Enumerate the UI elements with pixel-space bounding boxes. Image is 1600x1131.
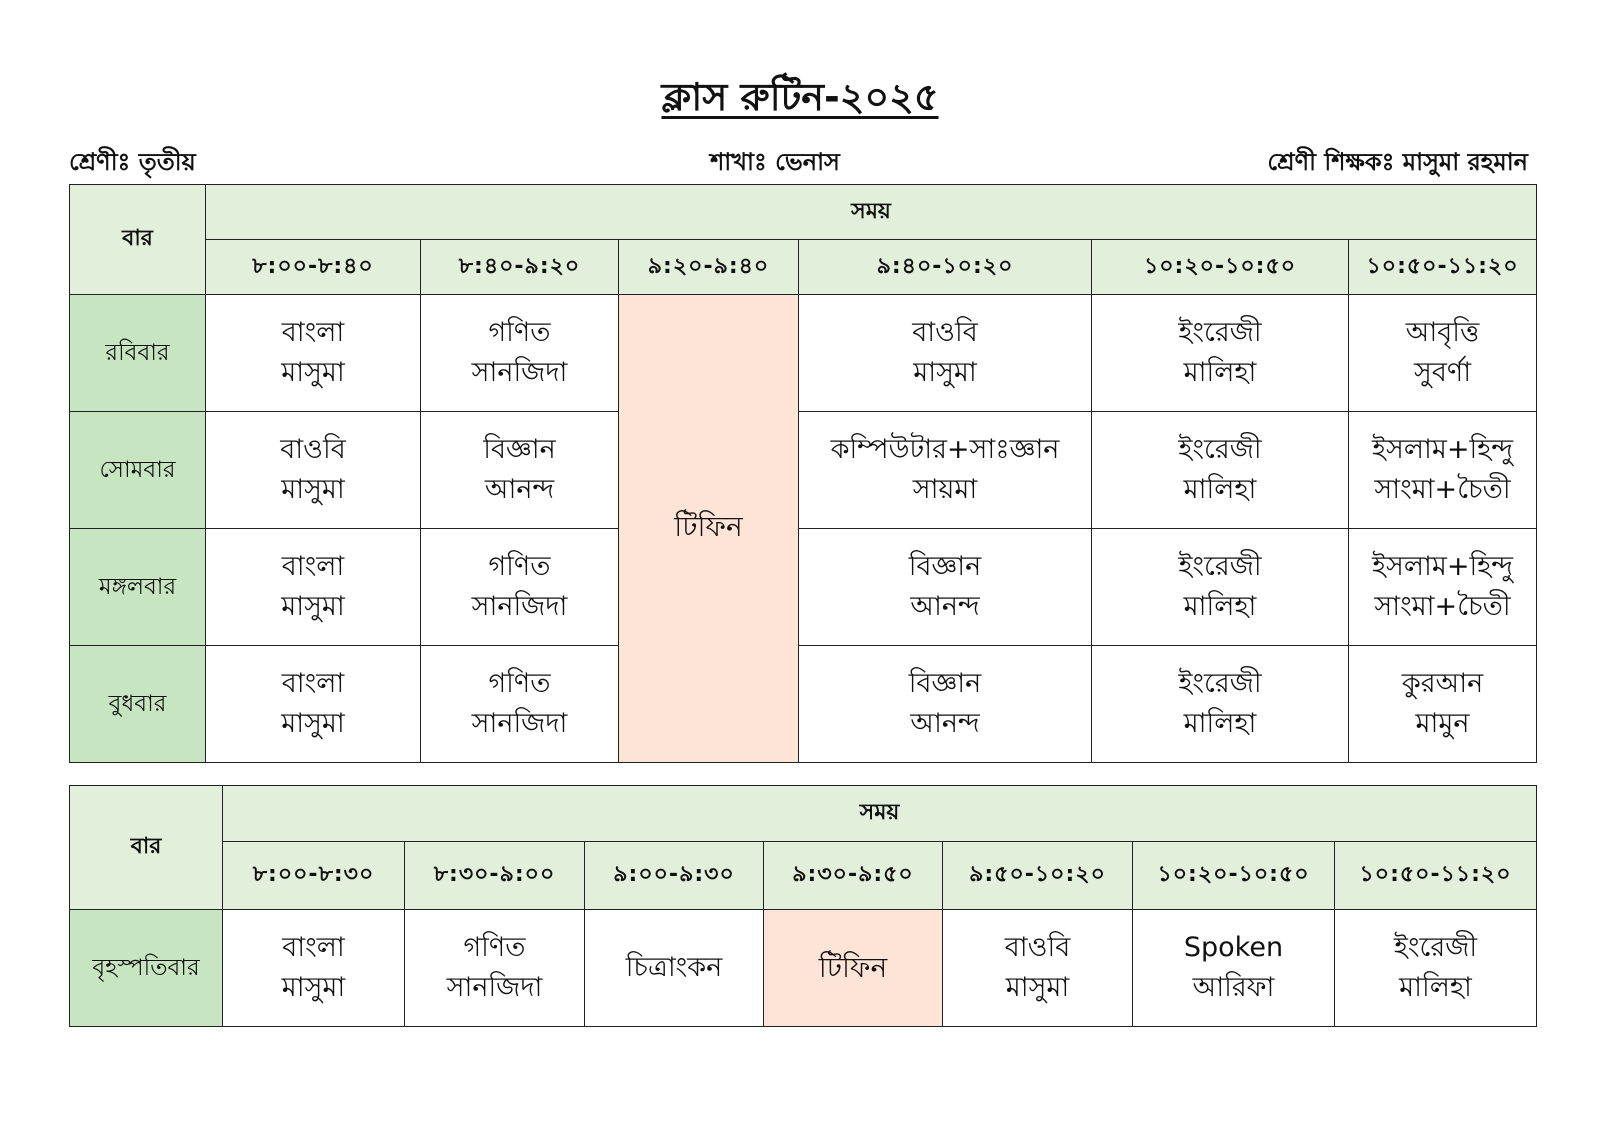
teacher: মাসুমা <box>913 357 977 388</box>
teacher: আনন্দ <box>910 591 980 622</box>
time-slot: ১০:২০-১০:৫০ <box>1133 842 1335 910</box>
teacher: সানজিদা <box>471 357 568 388</box>
teacher: মালিহা <box>1183 357 1257 388</box>
teacher: মালিহা <box>1399 972 1472 1003</box>
class-cell <box>1092 529 1349 646</box>
subject: গণিত <box>488 551 551 582</box>
time-slot: ৮:০০-৮:৪০ <box>206 240 421 295</box>
subject: বাংলা <box>281 668 345 699</box>
subject: গণিত <box>488 317 551 348</box>
time-slot: ৯:৫০-১০:২০ <box>943 842 1133 910</box>
class-cell <box>421 412 619 529</box>
subject: ইংরেজী <box>1178 551 1262 582</box>
time-slot: ৮:৩০-৯:০০ <box>405 842 585 910</box>
class-cell <box>1092 295 1349 412</box>
subject: গণিত <box>463 932 526 963</box>
day-cell: রবিবার <box>70 295 206 412</box>
teacher: মাসুমা <box>281 591 345 622</box>
subject: বাওবি <box>1004 932 1071 963</box>
teacher: সাংমা+চৈতী <box>1374 474 1511 505</box>
teacher: আনন্দ <box>484 474 555 505</box>
routine-table-weekdays <box>69 184 1537 763</box>
class-cell <box>1349 529 1537 646</box>
time-slot: ৯:২০-৯:৪০ <box>619 240 799 295</box>
class-cell <box>421 529 619 646</box>
class-cell <box>799 646 1092 763</box>
teacher: সানজিদা <box>471 708 568 739</box>
class-cell <box>206 529 421 646</box>
day-cell: মঙ্গলবার <box>70 529 206 646</box>
teacher: মাসুমা <box>281 474 345 505</box>
teacher: আনন্দ <box>910 708 980 739</box>
time-slot: ৯:৪০-১০:২০ <box>799 240 1092 295</box>
class-cell <box>1133 910 1335 1027</box>
class-teacher-label: শ্রেণী শিক্ষকঃ মাসুমা রহমান <box>1267 148 1528 176</box>
teacher: আরিফা <box>1192 972 1275 1003</box>
subject: আবৃত্তি <box>1405 317 1480 348</box>
day-cell: বুধবার <box>70 646 206 763</box>
class-cell <box>421 295 619 412</box>
section-label: শাখাঃ ভেনাস <box>710 148 840 176</box>
subject: গণিত <box>488 668 551 699</box>
class-cell <box>405 910 585 1027</box>
teacher: মাসুমা <box>281 972 346 1003</box>
table-row <box>70 646 1537 763</box>
class-cell <box>1349 646 1537 763</box>
class-cell <box>585 910 764 1027</box>
teacher: মাসুমা <box>281 357 345 388</box>
day-cell: সোমবার <box>70 412 206 529</box>
class-cell <box>1349 295 1537 412</box>
class-cell <box>1092 412 1349 529</box>
subject: কম্পিউটার+সাঃজ্ঞান <box>830 434 1060 465</box>
time-header: সময় <box>206 185 1537 240</box>
subject: বাংলা <box>281 551 345 582</box>
class-cell <box>943 910 1133 1027</box>
subject: Spoken <box>1183 932 1284 963</box>
table-row <box>70 412 1537 529</box>
subject: বাওবি <box>912 317 978 348</box>
teacher: মালিহা <box>1183 591 1257 622</box>
class-cell <box>421 646 619 763</box>
class-cell <box>206 646 421 763</box>
time-slot: ১০:২০-১০:৫০ <box>1092 240 1349 295</box>
subject: ইংরেজী <box>1178 668 1262 699</box>
tiffin-break-cell: টিফিন <box>619 295 799 763</box>
class-cell <box>799 412 1092 529</box>
subject: বাংলা <box>281 317 345 348</box>
class-cell <box>206 412 421 529</box>
subject: ইংরেজী <box>1178 434 1262 465</box>
subject: বিজ্ঞান <box>483 434 556 465</box>
teacher: মাসুমা <box>1005 972 1070 1003</box>
teacher: মামুন <box>1415 708 1470 739</box>
time-slot: ১০:৫০-১১:২০ <box>1349 240 1537 295</box>
subject: বিজ্ঞান <box>908 668 982 699</box>
subject: বাংলা <box>282 932 345 963</box>
class-cell <box>1349 412 1537 529</box>
time-slot: ১০:৫০-১১:২০ <box>1335 842 1537 910</box>
subject: ইসলাম+হিন্দু <box>1372 434 1514 465</box>
time-slot: ৯:০০-৯:৩০ <box>585 842 764 910</box>
routine-table-thursday <box>69 785 1537 1027</box>
time-slot: ৯:৩০-৯:৫০ <box>764 842 943 910</box>
teacher: সুবর্ণা <box>1414 357 1472 388</box>
page-title: ক্লাস রুটিন-২০২৫ <box>661 75 939 119</box>
class-label: শ্রেণীঃ তৃতীয় <box>69 148 196 176</box>
day-cell: বৃহস্পতিবার <box>70 910 223 1027</box>
class-cell <box>223 910 405 1027</box>
subject: বিজ্ঞান <box>908 551 982 582</box>
teacher: সানজিদা <box>471 591 568 622</box>
teacher: মালিহা <box>1183 474 1257 505</box>
time-slot: ৮:০০-৮:৩০ <box>223 842 405 910</box>
subject: বাওবি <box>280 434 346 465</box>
subject: টিফিন <box>818 951 888 984</box>
subject: ইসলাম+হিন্দু <box>1372 551 1514 582</box>
class-cell <box>799 295 1092 412</box>
table-row <box>70 295 1537 412</box>
subject: ইংরেজী <box>1393 932 1478 963</box>
teacher: মালিহা <box>1183 708 1257 739</box>
teacher: মাসুমা <box>281 708 345 739</box>
table-row <box>70 910 1537 1027</box>
day-header: বার <box>70 185 206 295</box>
class-cell <box>1335 910 1537 1027</box>
subject: চিত্রাংকন <box>625 952 723 983</box>
subject: ইংরেজী <box>1178 317 1262 348</box>
class-cell <box>206 295 421 412</box>
day-header: বার <box>70 786 223 910</box>
teacher: সানজিদা <box>446 972 543 1003</box>
time-header: সময় <box>223 786 1537 842</box>
class-cell <box>1092 646 1349 763</box>
time-slot: ৮:৪০-৯:২০ <box>421 240 619 295</box>
tiffin-break-cell <box>764 910 943 1027</box>
subject: কুরআন <box>1401 668 1484 699</box>
class-cell <box>799 529 1092 646</box>
teacher: সাংমা+চৈতী <box>1374 591 1511 622</box>
table-row <box>70 529 1537 646</box>
teacher: সায়মা <box>912 474 978 505</box>
